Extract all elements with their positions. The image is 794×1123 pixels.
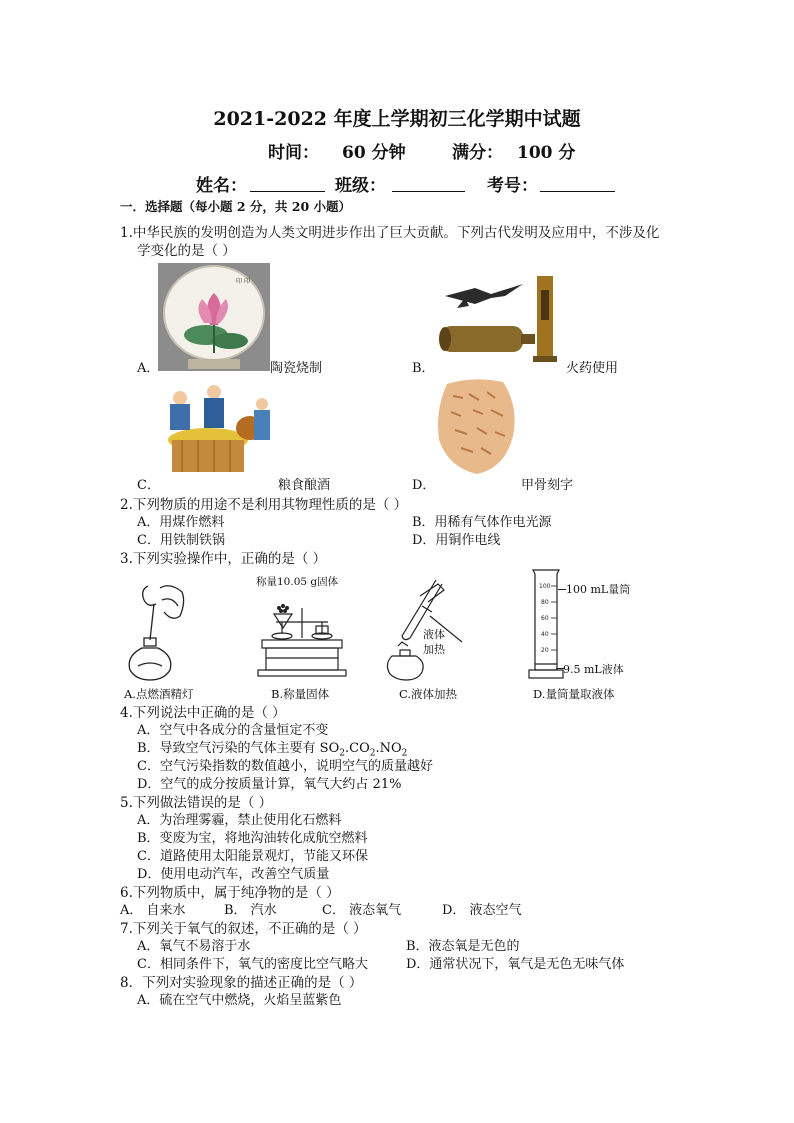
score-label: 满分：	[452, 143, 503, 163]
q6-stem: 6.下列物质中，属于纯净物的是（ ）	[120, 885, 340, 901]
measuring-cylinder-diagram	[525, 566, 565, 682]
time-value: 60 分钟	[342, 143, 406, 163]
section-title: 一．选择题（每小题 2 分，共 20 小题）	[120, 199, 352, 214]
q4-option-d: D．空气的成分按质量计算，氧气大约占 21%	[137, 777, 402, 792]
q1-stem-line1: 1.中华民族的发明创造为人类文明进步作出了巨大贡献。下列古代发明及应用中，不涉及化	[120, 225, 660, 241]
q1-option-b-text: 火药使用	[566, 361, 619, 376]
q1-option-d-letter: D．	[412, 478, 436, 493]
q8-option-a: A．硫在空气中燃烧，火焰呈蓝紫色	[137, 993, 342, 1008]
q1-option-b-letter: B．	[412, 361, 435, 376]
balance-diagram	[252, 578, 352, 682]
q7-option-d: D．通常状况下，氧气是无色无味气体	[406, 957, 625, 972]
svg-text:印 印: 印 印	[236, 278, 250, 285]
q3-option-b-caption: B.称量固体	[271, 687, 330, 701]
q3-option-d-caption: D.量筒量取液体	[533, 687, 615, 701]
tick-label: 60	[541, 615, 549, 622]
q4-option-a: A．空气中各成分的含量恒定不变	[137, 723, 329, 738]
q5-stem: 5.下列做法错误的是（ ）	[120, 795, 273, 811]
q1-option-d-text: 甲骨刻字	[521, 478, 574, 493]
id-label: 考号：	[487, 176, 538, 196]
q6-option-d: D． 液态空气	[442, 903, 522, 918]
q2-option-b: B．用稀有气体作电光源	[412, 515, 552, 530]
q1-stem-line2: 学变化的是（ ）	[137, 243, 236, 259]
q1-option-a-letter: A．	[137, 361, 160, 376]
class-label: 班级：	[335, 176, 386, 196]
q3-option-b-label: 称量10.05 g固体	[256, 576, 339, 588]
tick-label: 20	[541, 647, 549, 654]
q3-option-c-label2: 加热	[423, 643, 445, 656]
q5-option-d: D．使用电动汽车，改善空气质量	[137, 867, 330, 882]
name-label: 姓名：	[196, 176, 247, 196]
q2-option-c: C．用铁制铁锅	[137, 533, 225, 548]
q4-option-b: B．导致空气污染的气体主要有 $SO_2.CO_2.NO_2$	[137, 741, 408, 759]
alcohol-lamp-diagram	[120, 576, 190, 684]
q2-option-d: D．用铜作电线	[412, 533, 501, 548]
cylinder-label-line	[558, 589, 566, 590]
tick-label: 100	[539, 583, 551, 590]
id-blank[interactable]	[540, 173, 615, 192]
q4-stem: 4.下列说法中正确的是（ ）	[120, 705, 286, 721]
time-label: 时间：	[268, 143, 319, 163]
q2-stem: 2.下列物质的用途不是利用其物理性质的是（ ）	[120, 497, 408, 513]
brewing-image	[158, 382, 276, 478]
gunpowder-image	[435, 270, 567, 368]
q7-stem: 7.下列关于氧气的叙述，不正确的是（ ）	[120, 921, 367, 937]
q4-option-c: C．空气污染指数的数值越小，说明空气的质量越好	[137, 759, 433, 774]
q1-option-c-text: 粮食酿酒	[278, 478, 331, 493]
q6-option-c: C． 液态氧气	[322, 903, 402, 918]
name-blank[interactable]	[250, 173, 325, 192]
q3-option-c-label1: 液体	[423, 628, 445, 641]
q3-stem: 3.下列实验操作中，正确的是（ ）	[120, 551, 327, 567]
page-title: 2021-2022 年度上学期初三化学期中试题	[213, 108, 581, 130]
q8-stem: 8．下列对实验现象的描述正确的是（ ）	[120, 975, 363, 991]
q6-option-a: A． 自来水	[120, 903, 186, 918]
q5-option-b: B．变废为宝，将地沟油转化成航空燃料	[137, 831, 368, 846]
q5-option-c: C．道路使用太阳能景观灯，节能又环保	[137, 849, 368, 864]
q3-option-d-label1: 100 mL量筒	[566, 583, 631, 596]
q2-option-a: A．用煤作燃料	[137, 515, 225, 530]
q1-option-c-letter: C．	[137, 478, 160, 493]
q7-option-b: B．液态氧是无色的	[406, 939, 520, 954]
q5-option-a: A．为治理雾霾，禁止使用化石燃料	[137, 813, 342, 828]
q6-option-b: B． 汽水	[224, 903, 277, 918]
q3-option-d-label2: 9.5 mL液体	[563, 663, 624, 676]
porcelain-plate-image	[158, 263, 270, 371]
q1-option-a-text: 陶瓷烧制	[270, 361, 323, 376]
q3-option-a-caption: A.点燃酒精灯	[124, 687, 194, 701]
oracle-bone-image	[433, 376, 521, 476]
class-blank[interactable]	[392, 173, 465, 192]
q3-option-c-caption: C.液体加热	[399, 687, 458, 701]
tick-label: 80	[541, 599, 549, 606]
q7-option-c: C．相同条件下，氧气的密度比空气略大	[137, 957, 368, 972]
tick-label: 40	[541, 631, 549, 638]
score-value: 100 分	[517, 143, 576, 163]
q7-option-a: A．氧气不易溶于水	[137, 939, 251, 954]
